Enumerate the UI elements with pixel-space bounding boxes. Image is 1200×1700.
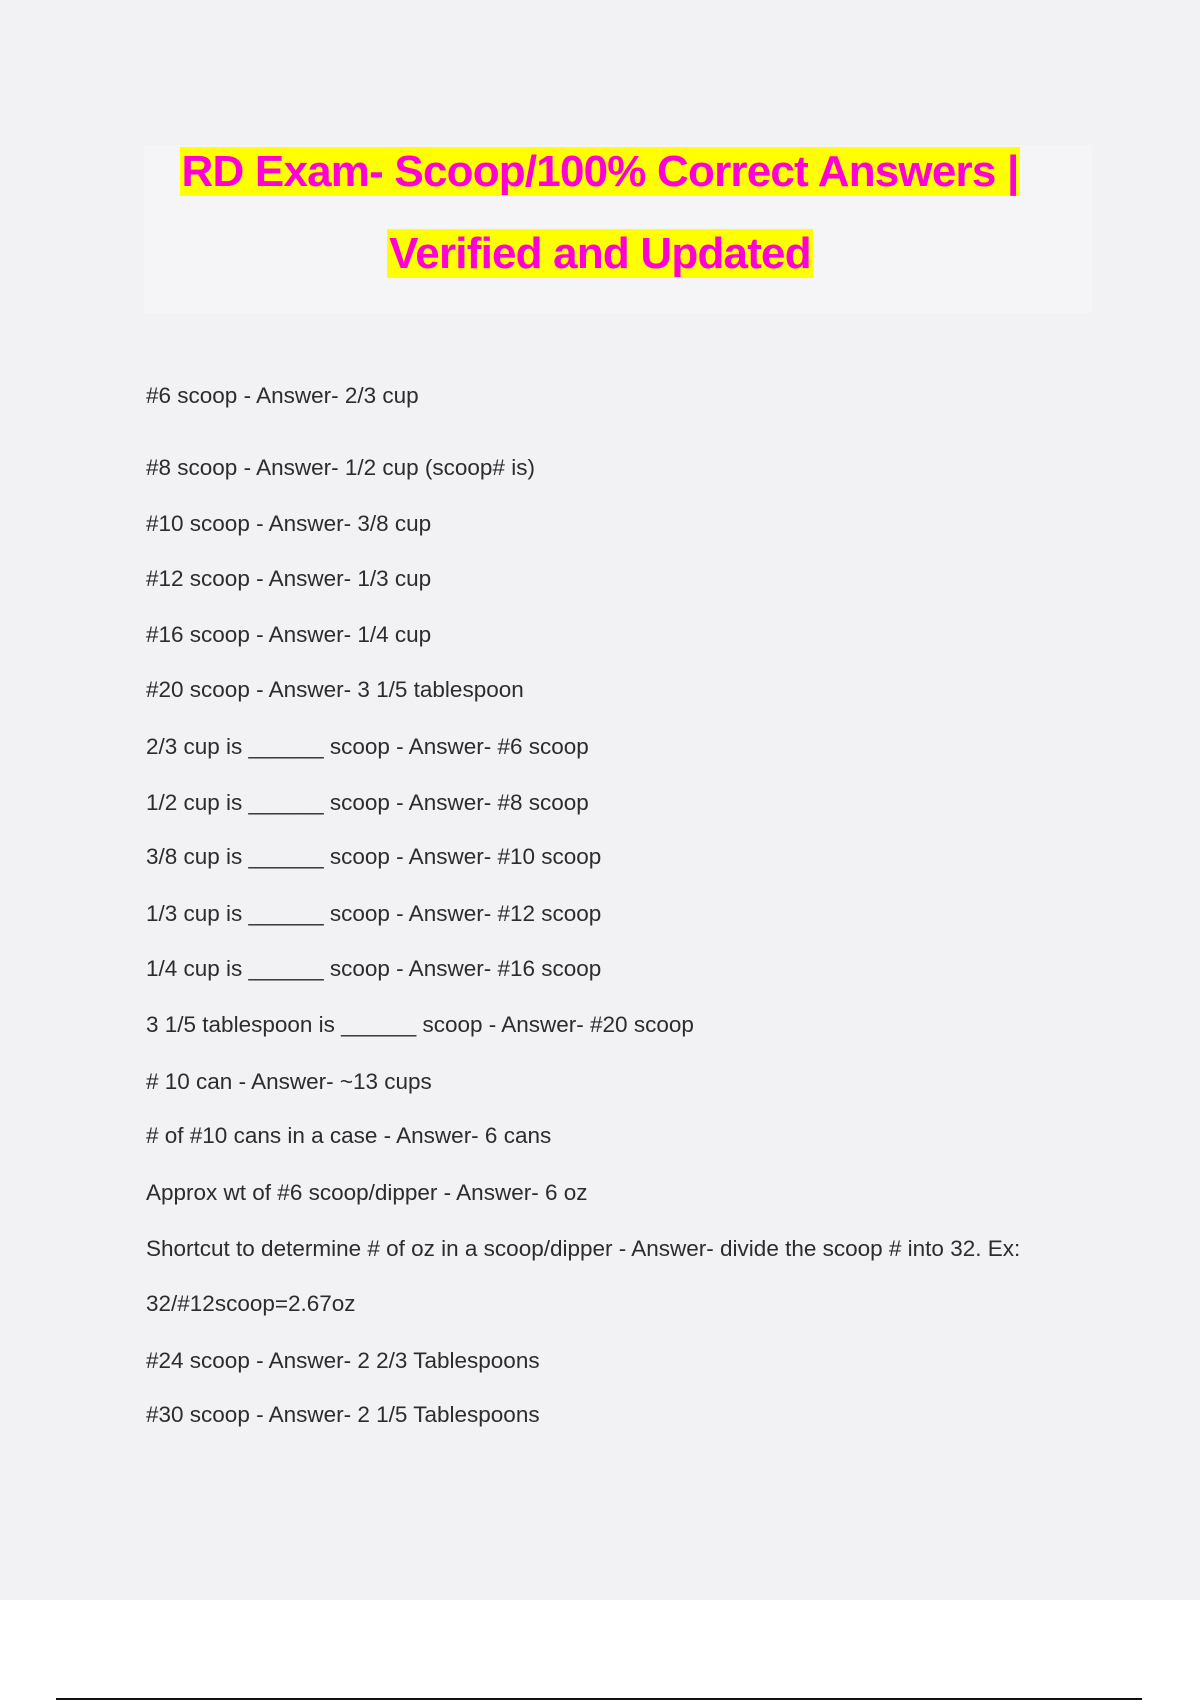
qa-item: 1/2 cup is ______ scoop - Answer- #8 scoop	[146, 790, 589, 815]
qa-item: #10 scoop - Answer- 3/8 cup	[146, 511, 432, 536]
qa-item: 32/#12scoop=2.67oz	[146, 1291, 356, 1316]
qa-item: #24 scoop - Answer- 2 2/3 Tablespoons	[146, 1348, 540, 1373]
title-line-1	[0, 144, 1200, 200]
qa-item: #8 scoop - Answer- 1/2 cup (scoop# is)	[146, 455, 535, 480]
qa-item: # of #10 cans in a case - Answer- 6 cans	[146, 1123, 552, 1148]
qa-item: #6 scoop - Answer- 2/3 cup	[146, 383, 419, 408]
qa-item: 2/3 cup is ______ scoop - Answer- #6 scoop	[146, 734, 589, 759]
qa-item: 1/4 cup is ______ scoop - Answer- #16 scoop	[146, 956, 602, 981]
qa-item: #30 scoop - Answer- 2 1/5 Tablespoons	[146, 1402, 540, 1427]
qa-item: Approx wt of #6 scoop/dipper - Answer- 6 oz	[146, 1180, 588, 1205]
qa-item: #16 scoop - Answer- 1/4 cup	[146, 622, 432, 647]
page-footer	[0, 1600, 1200, 1700]
qa-item: #12 scoop - Answer- 1/3 cup	[146, 566, 432, 591]
document-title: RD Exam- Scoop/100% Correct Answers |	[181, 147, 1019, 196]
title-line-2	[0, 226, 1200, 282]
qa-item: Shortcut to determine # of oz in a scoop/dipper - Answer- divide the scoop # into 32. Ex:	[146, 1236, 1021, 1261]
qa-item: 3 1/5 tablespoon is ______ scoop - Answer- #20 scoop	[146, 1012, 694, 1037]
qa-item: 3/8 cup is ______ scoop - Answer- #10 scoop	[146, 844, 602, 869]
document-subtitle: Verified and Updated	[389, 229, 811, 278]
qa-item: # 10 can - Answer- ~13 cups	[146, 1069, 432, 1094]
qa-item: 1/3 cup is ______ scoop - Answer- #12 scoop	[146, 901, 602, 926]
qa-item: #20 scoop - Answer- 3 1/5 tablespoon	[146, 677, 524, 702]
